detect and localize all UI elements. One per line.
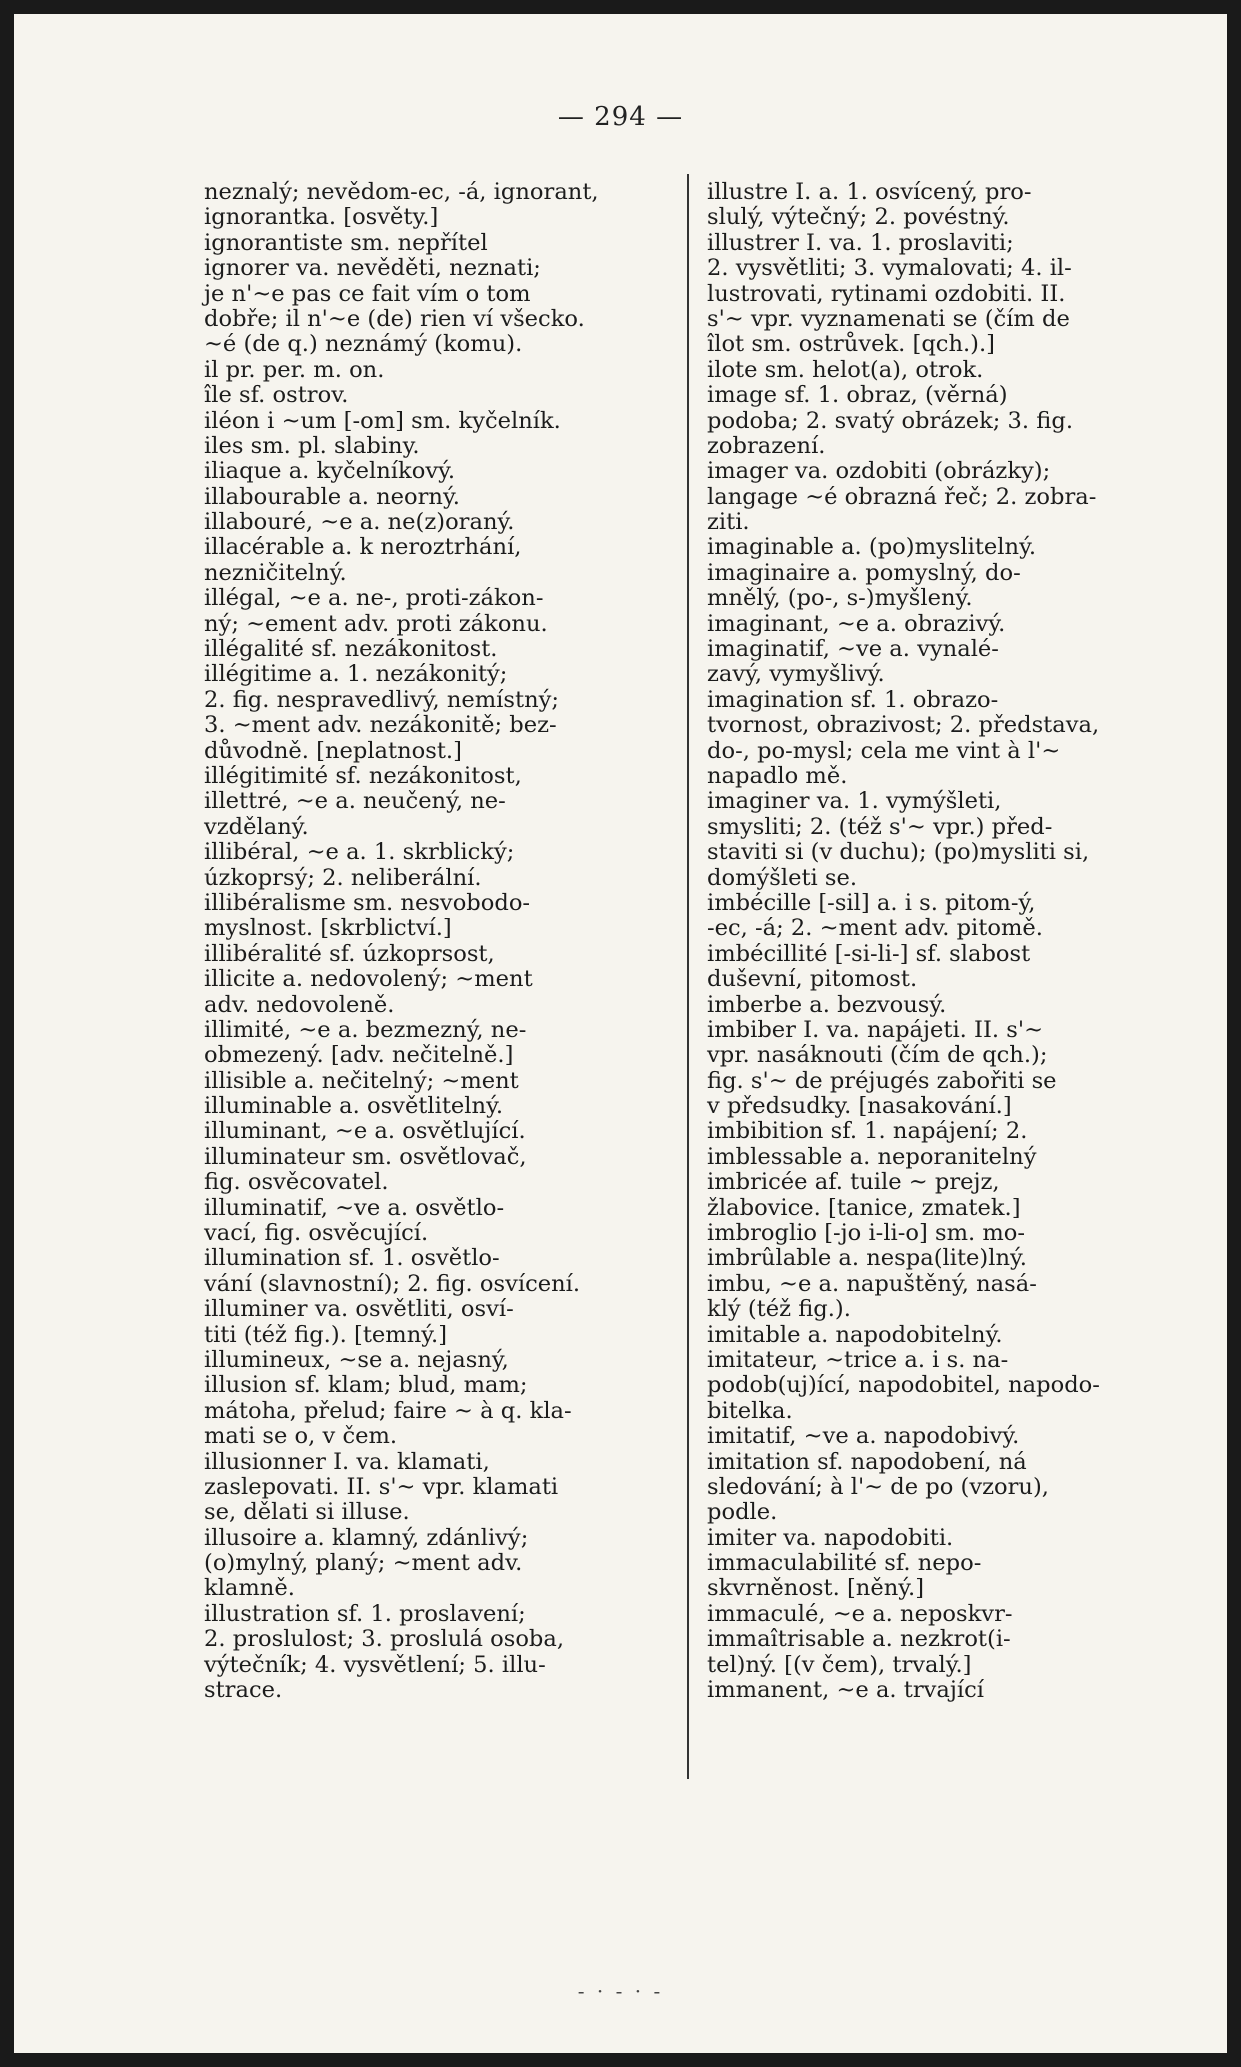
entry-line: immaîtrisable a. nezkrot(i- [707,1626,1011,1653]
entry-line: mnělý, (po-, s-)myšlený. [707,585,973,612]
entry-line: tel)ný. [(v čem), trvalý.] [707,1651,972,1678]
entry-line: illuminatif, ~ve a. osvětlo- [204,1194,505,1221]
entry-line: myslnost. [skrblictví.] [204,915,452,942]
entry-line: lustrovati, rytinami ozdobiti. II. [707,280,1066,307]
entry-line: fig. s'~ de préjugés zabořiti se [707,1067,1057,1094]
entry-line: imbricée af. tuile ~ prejz, [707,1169,1000,1196]
entry-line: illégitime a. 1. nezákonitý; [204,661,508,688]
entry-line: mati se o, v čem. [204,1423,398,1450]
entry-line: ~é (de q.) neznámý (komu). [204,331,523,358]
entry-line: ný; ~ement adv. proti zákonu. [204,610,548,637]
page-number: — 294 — [557,102,684,132]
entry-line: úzkoprsý; 2. neliberální. [204,864,482,891]
entry-line: důvodně. [neplatnost.] [204,737,462,764]
entry-line: 3. ~ment adv. nezákonitě; bez- [204,712,557,739]
entry-line: illustre I. a. 1. osvícený, pro- [707,179,1032,205]
entry-line: imbu, ~e a. napuštěný, nasá- [707,1270,1037,1297]
entry-line: langage ~é obrazná řeč; 2. zobra- [707,483,1097,510]
entry-line: illimité, ~e a. bezmezný, ne- [204,1016,527,1043]
entry-line: podle. [707,1499,778,1526]
entry-line: immaculabilité sf. nepo- [707,1550,982,1577]
entry-line: žlabovice. [tanice, zmatek.] [707,1194,1021,1221]
entry-line: imager va. ozdobiti (obrázky); [707,458,1051,485]
entry-line: illibéralisme sm. nesvobodo- [204,889,531,916]
entry-line: iliaque a. kyčelníkový. [204,458,456,485]
entry-line: illuminer va. osvětliti, osví- [204,1296,514,1323]
entry-line: bitelka. [707,1397,793,1424]
entry-line: mátoha, přelud; faire ~ à q. kla- [204,1397,572,1424]
entry-line: imbécillité [-si-li-] sf. slabost [707,940,1031,967]
entry-line: illumineux, ~se a. nejasný, [204,1346,509,1373]
entry-line: klý (též fig.). [707,1296,851,1323]
entry-line: tvornost, obrazivost; 2. představa, [707,712,1100,739]
entry-line: výtečník; 4. vysvětlení; 5. illu- [204,1651,546,1678]
entry-line: adv. nedovoleně. [204,991,395,1018]
entry-line: illicite a. nedovolený; ~ment [204,966,533,993]
entry-line: imberbe a. bezvousý. [707,991,947,1018]
entry-line: sledování; à l'~ de po (vzoru), [707,1473,1049,1500]
entry-line: illabourable a. neorný. [204,483,460,510]
entry-line: vzdělaný. [204,813,309,840]
entry-line: illabouré, ~e a. ne(z)oraný. [204,509,515,536]
entry-line: domýšleti se. [707,864,858,891]
entry-line: il pr. per. m. on. [204,356,385,383]
entry-line: skvrněnost. [něný.] [707,1575,925,1602]
entry-line: illuminant, ~e a. osvětlující. [204,1118,526,1145]
entry-line: imaginable a. (po)myslitelný. [707,534,1037,561]
entry-line: immanent, ~e a. trvající [707,1677,985,1704]
entry-line: imitation sf. napodobení, ná [707,1448,1027,1475]
entry-line: imbécille [-sil] a. i s. pitom-ý, [707,889,1036,916]
entry-line: v předsudky. [nasakování.] [707,1093,1012,1120]
entry-line: illettré, ~e a. neučený, ne- [204,788,506,815]
entry-line: imagination sf. 1. obrazo- [707,686,999,713]
entry-line: imaginatif, ~ve a. vynalé- [707,636,999,663]
entry-line: imbibition sf. 1. napájení; 2. [707,1118,1028,1145]
entry-line: podob(uj)ící, napodobitel, napodo- [707,1372,1100,1399]
dictionary-page [14,14,1227,2053]
entry-line: ignorantiste sm. nepřítel [204,229,488,256]
entry-line: ignorer va. nevěděti, neznati; [204,255,541,282]
entry-line: -ec, -á; 2. ~ment adv. pitomě. [707,915,1043,942]
entry-line: imblessable a. neporanitelný [707,1143,1037,1170]
entry-line: illuminable a. osvětlitelný. [204,1093,504,1120]
entry-line: illuminateur sm. osvětlovač, [204,1143,527,1170]
entry-line: ignorantka. [osvěty.] [204,204,439,231]
entry-line: illisible a. nečitelný; ~ment [204,1067,519,1094]
right-column [707,180,1177,1703]
entry-line: vací, fig. osvěcující. [204,1220,429,1247]
entry-line: nezničitelný. [204,559,347,586]
entry-line: ziti. [707,509,750,536]
entry-line: ilote sm. helot(a), otrok. [707,356,984,383]
entry-line: fig. osvěcovatel. [204,1169,389,1196]
entry-line: illibéral, ~e a. 1. skrblický; [204,839,515,866]
entry-line: smysliti; 2. (též s'~ vpr.) před- [707,813,1053,840]
column-divider [687,174,689,1779]
entry-line: imitatif, ~ve a. napodobivý. [707,1423,1020,1450]
entry-line: imaginant, ~e a. obrazivý. [707,610,1006,637]
entry-line: staviti si (v duchu); (po)mysliti si, [707,839,1090,866]
entry-line: zaslepovati. II. s'~ vpr. klamati [204,1473,559,1500]
left-column [204,180,674,1703]
entry-line: imitateur, ~trice a. i s. na- [707,1346,1009,1373]
entry-line: vpr. nasáknouti (čím de qch.); [707,1042,1048,1069]
entry-line: illusion sf. klam; blud, mam; [204,1372,528,1399]
entry-line: 2. proslulost; 3. proslulá osoba, [204,1626,565,1653]
entry-line: dobře; il n'~e (de) rien ví všecko. [204,305,585,332]
entry-line: duševní, pitomost. [707,966,918,993]
entry-line: illustration sf. 1. proslavení; [204,1600,526,1627]
entry-line: zavý, vymyšlivý. [707,661,885,688]
entry-line: strace. [204,1677,283,1704]
entry-line: illusoire a. klamný, zdánlivý; [204,1524,529,1551]
entry-line: iles sm. pl. slabiny. [204,432,420,459]
entry-line: illégalité sf. nezákonitost. [204,636,498,663]
entry-line: île sf. ostrov. [204,382,349,409]
entry-line: illumination sf. 1. osvětlo- [204,1245,500,1272]
entry-line: titi (též fig.). [temný.] [204,1321,448,1348]
entry-line: slulý, výtečný; 2. povéstný. [707,204,1010,231]
entry-line: imbiber I. va. napájeti. II. s'~ [707,1016,1043,1043]
entry-line: illacérable a. k neroztrhání, [204,534,522,561]
entry-line: imiter va. napodobiti. [707,1524,954,1551]
entry-line: 2. fig. nespravedlivý, nemístný; [204,686,560,713]
entry-line: klamně. [204,1575,295,1602]
entry-line: imitable a. napodobitelný. [707,1321,1003,1348]
entry-line: imbroglio [-jo i-li-o] sm. mo- [707,1220,1026,1247]
entry-line: illustrer I. va. 1. proslaviti; [707,229,1014,256]
entry-line: imbrûlable a. nespa(lite)lný. [707,1245,1027,1272]
entry-line: zobrazení. [707,432,826,459]
entry-line: 2. vysvětliti; 3. vymalovati; 4. il- [707,255,1072,282]
entry-line: se, dělati si illuse. [204,1499,410,1526]
entry-line: illibéralité sf. úzkoprsost, [204,940,495,967]
entry-line: imaginer va. 1. vymýšleti, [707,788,1002,815]
entry-line: image sf. 1. obraz, (věrná) [707,382,1008,409]
entry-line: immaculé, ~e a. neposkvr- [707,1600,1013,1627]
entry-line: îlot sm. ostrůvek. [qch.).] [707,331,995,358]
entry-line: je n'~e pas ce fait vím o tom [204,280,531,307]
bottom-rule: - · - · - [577,1979,664,2003]
entry-line: illégitimité sf. nezákonitost, [204,762,522,789]
entry-line: s'~ vpr. vyznamenati se (čím de [707,305,1070,332]
entry-line: vání (slavnostní); 2. fig. osvícení. [204,1270,581,1297]
entry-line: podoba; 2. svatý obrázek; 3. fig. [707,407,1074,434]
entry-line: illusionner I. va. klamati, [204,1448,490,1475]
entry-line: neznalý; nevědom-ec, -á, ignorant, [204,179,599,205]
entry-line: illégal, ~e a. ne-, proti-zákon- [204,585,544,612]
entry-line: iléon i ~um [-om] sm. kyčelník. [204,407,561,434]
entry-line: imaginaire a. pomyslný, do- [707,559,1021,586]
entry-line: do-, po-mysl; cela me vint à l'~ [707,737,1061,764]
entry-line: (o)mylný, planý; ~ment adv. [204,1550,523,1577]
entry-line: obmezený. [adv. nečitelně.] [204,1042,514,1069]
entry-line: napadlo mě. [707,762,848,789]
